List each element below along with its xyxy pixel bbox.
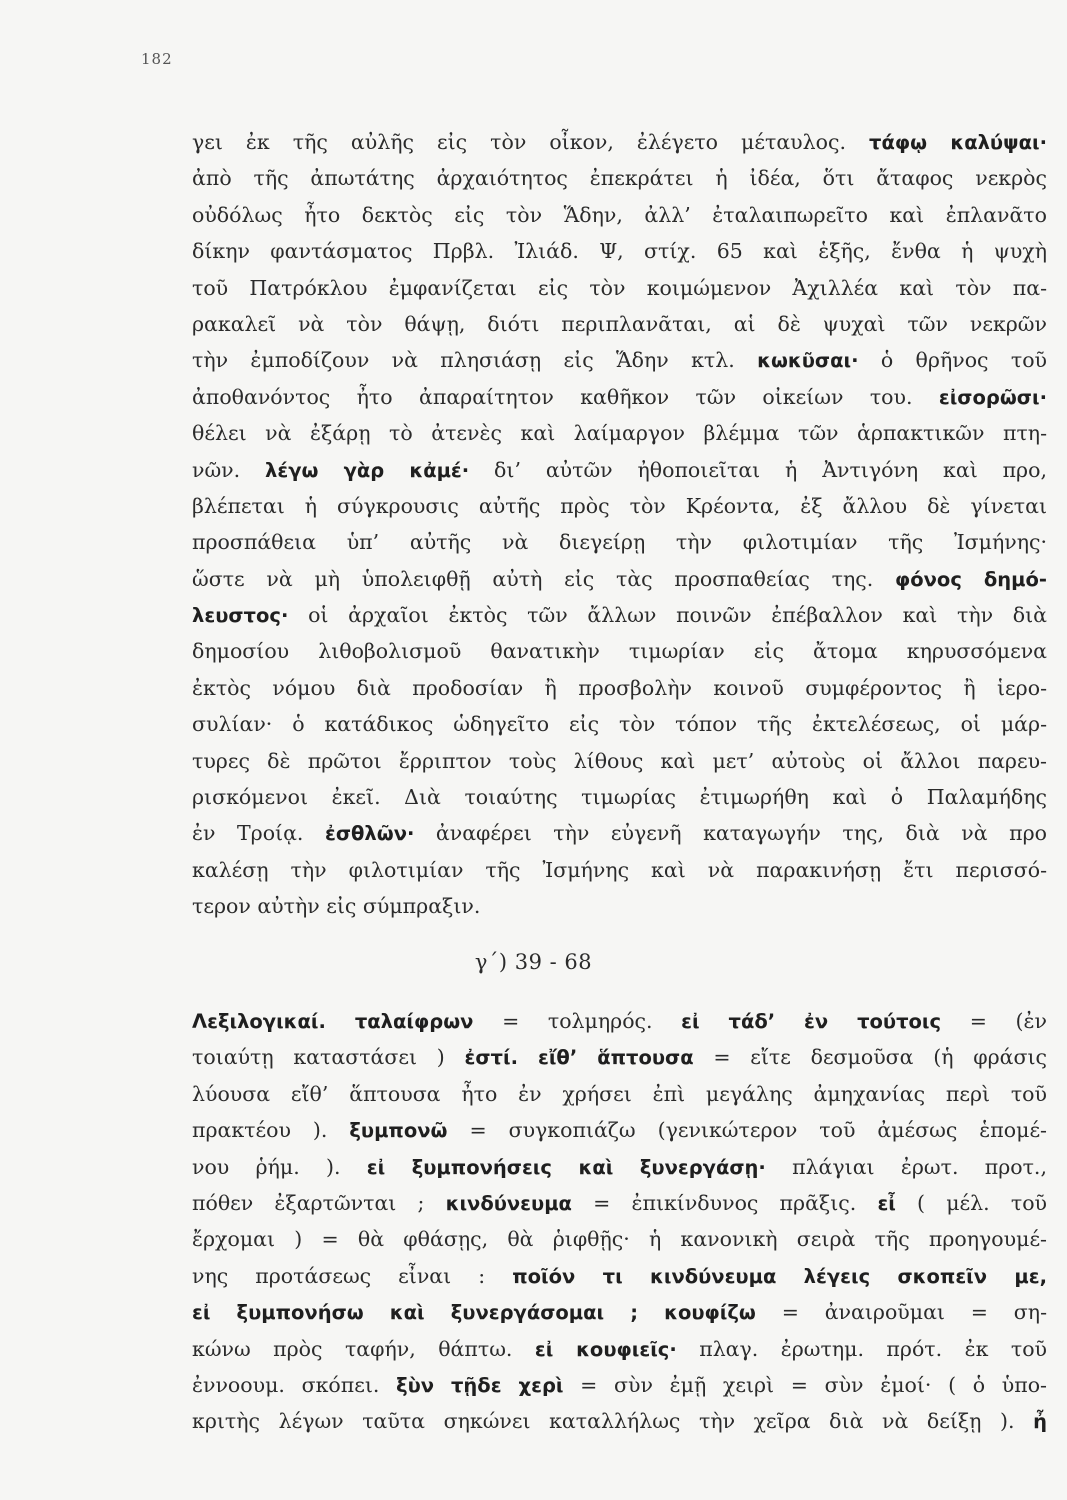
text-segment: = ἀναιροῦμαι = ση- (755, 1300, 1047, 1325)
text-segment: ἐν Τροίᾳ. (192, 821, 325, 846)
bold-lemma: εἰ κουφιεῖς· (534, 1337, 677, 1361)
text-line (192, 1112, 1047, 1148)
text-segment: = εἴτε δεσμοῦσα (ἡ φράσις (693, 1045, 1047, 1070)
text-line (192, 342, 1047, 378)
text-segment: ἔρχομαι ) = θὰ φθάσῃς, θὰ ῥιφθῇς· ἡ κανονικὴ σειρὰ τῆς προηγουμέ- (192, 1227, 1047, 1252)
text-line (192, 815, 1047, 851)
text-segment: ὥστε νὰ μὴ ὑπολειφθῇ αὐτὴ εἰς τὰς προσπαθείας της. (192, 566, 895, 591)
text-line (192, 124, 1047, 160)
bold-lemma: λευστος· (192, 604, 289, 628)
text-line (192, 561, 1047, 597)
text-line (192, 1331, 1047, 1367)
text-segment: τὴν ἐμποδίζουν νὰ πλησιάσῃ εἰς Ἅδην κτλ. (192, 348, 758, 373)
text-line (192, 1076, 1047, 1112)
text-line (192, 743, 1047, 779)
bold-lemma: ἐστί. εἴθ’ ἅπτουσα (464, 1046, 694, 1070)
text-segment: = σὺν ἐμῇ χειρὶ = σὺν ἐμοί· ( ὁ ὑπο- (563, 1372, 1047, 1397)
bold-lemma: τάφῳ καλύψαι· (869, 131, 1047, 154)
text-segment: γει ἐκ τῆς αὐλῆς εἰς τὸν οἶκον, ἐλέγετο μέταυλος. (192, 130, 869, 154)
text-segment: τοῦ Πατρόκλου ἐμφανίζεται εἰς τὸν κοιμώμενον Ἀχιλλέα καὶ τὸν πα- (192, 275, 1047, 300)
text-segment: = (ἐν (941, 1009, 1047, 1033)
paragraph-commentary (192, 124, 1047, 925)
text-line (192, 597, 1047, 633)
bold-lemma: λέγω γὰρ κἀμέ· (265, 458, 470, 482)
text-segment: ρακαλεῖ νὰ τὸν θάψῃ, διότι περιπλανᾶται, αἱ δὲ ψυχαὶ τῶν νεκρῶν (192, 311, 1047, 336)
text-segment: τυρες δὲ πρῶτοι ἔρριπτον τοὺς λίθους καὶ μετ’ αὐτοὺς οἱ ἄλλοι παρευ- (192, 748, 1047, 773)
text-segment: δημοσίου λιθοβολισμοῦ θανατικὴν τιμωρίαν εἰς ἄτομα κηρυσσόμενα (192, 639, 1047, 664)
text-segment: πλαγ. ἐρωτημ. πρότ. ἐκ τοῦ (676, 1336, 1048, 1361)
text-segment: τερον αὐτὴν εἰς σύμπραξιν. (192, 894, 481, 919)
text-line (192, 1403, 1047, 1439)
text-line (192, 524, 1047, 560)
text-line (192, 488, 1047, 524)
text-line (192, 670, 1047, 706)
text-segment: = ἐπικίνδυνος πρᾶξις. (571, 1190, 878, 1215)
text-segment: ἀπὸ τῆς ἀπωτάτης ἀρχαιότητος ἐπεκράτει ἡ ἰδέα, ὅτι ἄταφος νεκρὸς (192, 166, 1047, 191)
bold-lemma: εἰσορῶσι· (938, 385, 1047, 409)
bold-lemma: Λεξιλογικαί. ταλαίφρων (192, 1010, 474, 1033)
bold-lemma: κωκῦσαι· (757, 349, 859, 373)
text-segment: λύουσα εἴθ’ ἅπτουσα ἦτο ἐν χρήσει ἐπὶ μεγάλης ἀμηχανίας περὶ τοῦ (192, 1081, 1047, 1106)
text-line (192, 1367, 1047, 1403)
bold-lemma: ἐσθλῶν· (324, 822, 415, 846)
text-line (192, 1039, 1047, 1075)
text-segment: καλέσῃ τὴν φιλοτιμίαν τῆς Ἰσμήνης καὶ νὰ παρακινήσῃ ἔτι περισσό- (192, 857, 1047, 882)
text-line (192, 306, 1047, 342)
text-segment: ἀναφέρει τὴν εὐγενῆ καταγωγήν της, διὰ νὰ προ (414, 821, 1047, 846)
text-segment: ἐκτὸς νόμου διὰ προδοσίαν ἢ προσβολὴν κοινοῦ συμφέροντος ἢ ἱερο- (192, 675, 1047, 700)
text-segment: πρακτέου ). (192, 1118, 350, 1143)
text-segment: θέλει νὰ ἐξάρῃ τὸ ἀτενὲς καὶ λαίμαργον βλέμμα τῶν ἁρπακτικῶν πτη- (192, 421, 1047, 446)
text-line (192, 1294, 1047, 1330)
text-line (192, 415, 1047, 451)
text-segment: νου ῥήμ. ). (192, 1154, 367, 1179)
text-segment: ὁ θρῆνος τοῦ (858, 348, 1047, 373)
text-segment: ἀποθανόντος ἦτο ἀπαραίτητον καθῆκον τῶν οἰκείων του. (192, 384, 939, 409)
section-heading: γ΄) 39 - 68 (474, 950, 593, 974)
text-line (192, 888, 1047, 924)
text-line (192, 1258, 1047, 1294)
text-segment: = συγκοπιάζω (γενικώτερον τοῦ ἀμέσως ἑπομέ- (447, 1118, 1047, 1143)
text-line (192, 270, 1047, 306)
bold-lemma: εἰ ξυμπονήσω καὶ ξυνεργάσομαι ; κουφίζω (192, 1301, 756, 1325)
text-segment: δι’ αὐτῶν ἠθοποιεῖται ἡ Ἀντιγόνη καὶ προ, (469, 457, 1047, 482)
text-segment: κώνω πρὸς ταφήν, θάπτω. (192, 1336, 535, 1361)
text-segment: δίκην φαντάσματος Πρβλ. Ἰλιάδ. Ψ, στίχ. 65 καὶ ἑξῆς, ἔνθα ἡ ψυχὴ (192, 239, 1047, 264)
text-line (192, 1221, 1047, 1257)
text-line (192, 1185, 1047, 1221)
text-line (192, 160, 1047, 196)
text-segment: = τολμηρός. (473, 1009, 682, 1033)
bold-lemma: φόνος δημό- (894, 567, 1047, 591)
text-line (192, 452, 1047, 488)
text-segment: προσπάθεια ὑπ’ αὐτῆς νὰ διεγείρῃ τὴν φιλοτιμίαν τῆς Ἰσμήνης· (192, 530, 1047, 555)
text-line (192, 852, 1047, 888)
bold-lemma: εἰ ξυμπονήσεις καὶ ξυνεργάσῃ· (366, 1155, 766, 1179)
bold-lemma: εἰ τάδ’ ἐν τούτοις (681, 1010, 942, 1033)
text-segment: οὐδόλως ἦτο δεκτὸς εἰς τὸν Ἅδην, ἀλλ’ ἐταλαιπωρεῖτο καὶ ἐπλανᾶτο (192, 202, 1047, 227)
text-segment: οἱ ἀρχαῖοι ἐκτὸς τῶν ἄλλων ποινῶν ἐπέβαλλον καὶ τὴν διὰ (288, 603, 1047, 628)
text-segment: ( μέλ. τοῦ (895, 1190, 1047, 1215)
text-segment: συλίαν· ὁ κατάδικος ὡδηγεῖτο εἰς τὸν τόπον τῆς ἐκτελέσεως, οἱ μάρ- (192, 712, 1047, 737)
bold-lemma: ἦ (1033, 1410, 1047, 1434)
paragraph-vocabulary (192, 1003, 1047, 1440)
bold-lemma: εἶ (877, 1191, 896, 1215)
text-line (192, 1149, 1047, 1185)
text-line (192, 1003, 1047, 1039)
bold-lemma: ξυμπονῶ (349, 1119, 448, 1143)
text-segment: ρισκόμενοι ἐκεῖ. Διὰ τοιαύτης τιμωρίας ἐτιμωρήθη καὶ ὁ Παλαμήδης (192, 785, 1047, 810)
text-line (192, 633, 1047, 669)
text-line (192, 706, 1047, 742)
text-segment: νῶν. (192, 457, 266, 482)
text-line (192, 379, 1047, 415)
text-segment: τοιαύτῃ καταστάσει ) (192, 1045, 465, 1070)
text-line (192, 233, 1047, 269)
bold-lemma: ξὺν τῇδε χερὶ (396, 1373, 564, 1397)
text-segment: ἐννοουμ. σκόπει. (192, 1372, 397, 1397)
text-line (192, 779, 1047, 815)
bold-lemma: κινδύνευμα (445, 1191, 572, 1215)
text-segment: νης προτάσεως εἶναι : (192, 1263, 513, 1288)
text-segment: βλέπεται ἡ σύγκρουσις αὐτῆς πρὸς τὸν Κρέοντα, ἐξ ἄλλου δὲ γίνεται (192, 493, 1047, 518)
text-line (192, 197, 1047, 233)
text-segment: πόθεν ἐξαρτῶνται ; (192, 1190, 446, 1215)
text-segment: κριτὴς λέγων ταῦτα σηκώνει καταλλήλως τὴν χεῖρα διὰ νὰ δείξῃ ). (192, 1409, 1034, 1434)
text-segment: πλάγιαι ἐρωτ. προτ., (765, 1154, 1047, 1179)
bold-lemma: ποῖόν τι κινδύνευμα λέγεις σκοπεῖν με, (512, 1264, 1048, 1288)
page-number: 182 (141, 50, 173, 68)
